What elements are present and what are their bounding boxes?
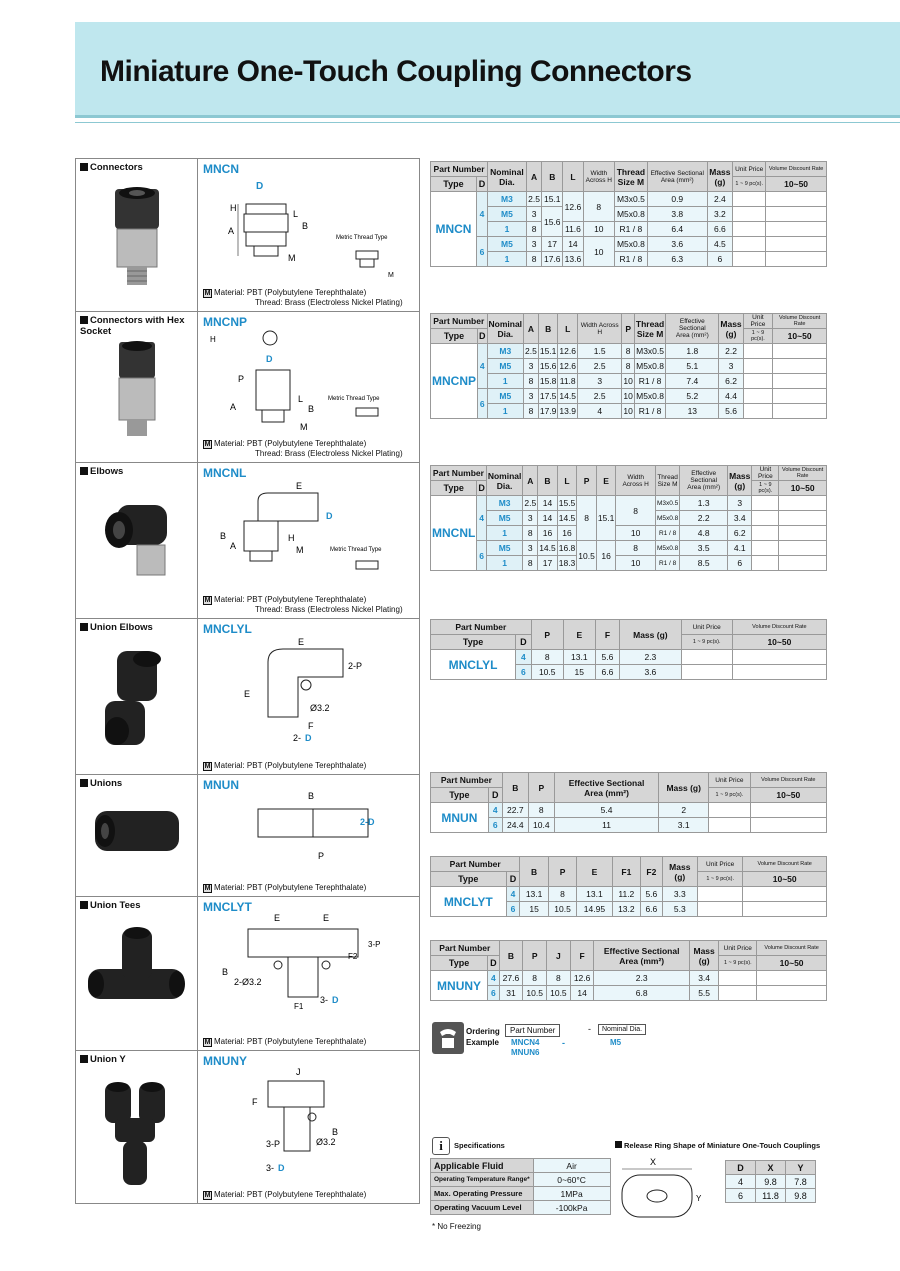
category-label: Connectors with Hex Socket	[80, 315, 185, 337]
svg-text:E: E	[296, 481, 303, 491]
svg-text:E: E	[298, 637, 305, 647]
bullet-square-icon	[615, 1141, 622, 1148]
svg-text:H: H	[288, 533, 295, 543]
ordering-nominal-box: Nominal Dia.	[598, 1024, 646, 1035]
ordering-dash-2: -	[562, 1038, 565, 1048]
svg-text:M: M	[388, 272, 394, 279]
table-mncnp: Part Number Nominal Dia. A B L Width Across H P Thread Size M Effective Sectional Area (mm²) Mass (g) Unit Price Volume Discount Rate Type D 1 ~ 9 pc(s). 10~50 MNCNP 4 M3 2.5 15.1 12.6 1.5 8 M3x0.5 1.8 2.2 M5 3 15.6 12.6 2.5 8 M5x0.8 5.1 3 1 8 15.8 11.8 3 10 R1 / 8 7.4 6.2 6 M5 3 17.5 14.5 2.5 10 M5x0.8 5.2 4.4 1 8 17.9 13.9 4 10 R1 / 8 13 5.6	[430, 313, 827, 419]
svg-text:Ø3.2: Ø3.2	[310, 703, 330, 713]
product-row-union-y	[76, 1051, 419, 1203]
bullet-square-icon	[80, 779, 88, 787]
svg-text:E: E	[323, 913, 330, 923]
model-cell: MNCNL	[431, 496, 477, 571]
material-text: Material: PBT (Polybutylene Terephthalate)	[214, 1037, 367, 1046]
material-mark: M	[204, 441, 211, 448]
svg-text:F1: F1	[294, 1002, 304, 1011]
union-tee-photo	[82, 919, 192, 1029]
svg-text:J: J	[296, 1067, 301, 1077]
svg-text:D: D	[256, 181, 264, 192]
union-tee-drawing	[208, 911, 418, 1021]
svg-text:Metric Thread Type: Metric Thread Type	[336, 235, 388, 241]
category-label: Elbows	[90, 466, 124, 477]
ordering-label: Ordering	[466, 1027, 500, 1036]
svg-text:B: B	[332, 1127, 339, 1137]
svg-text:B: B	[308, 791, 315, 801]
svg-text:2-: 2-	[293, 733, 302, 743]
svg-text:2-D: 2-D	[360, 817, 375, 827]
svg-text:A: A	[228, 226, 235, 236]
material-mark: M	[204, 763, 211, 770]
connector-hex-drawing	[208, 330, 418, 440]
svg-text:D: D	[266, 354, 273, 364]
table-mncnl: Part Number Nominal Dia. A B L P E Width Across H Thread Size M Effective Sectional Area (mm²) Mass (g) Unit Price Volume Discount Rate Type D 1 ~ 9 pc(s). 10~50 MNCNL 4 M3 2.5 14 15.5 8 15.1 8 M3x0.5 1.3 3 M5 3 14 14.5 M5x0.8 2.2 3.4 1 8 16 16 10 R1 / 8 4.8 6.2 6 M5 3 14.5 16.8 10.5 16 8 M5x0.8 3.5 4.1 1 8 17 18.3 10 R1 / 8 8.5 6	[430, 465, 827, 571]
table-mnclyl: Part Number P E F Mass (g) Unit Price Volume Discount Rate Type D 1 ~ 9 pc(s). 10~50 MNCLYL 4 8 13.1 5.6 2.3 6 10.5 15 6.6 3.6	[430, 619, 827, 680]
svg-text:D: D	[278, 1163, 285, 1173]
category-label: Connectors	[90, 162, 143, 173]
ordering-example-dia: M5	[610, 1038, 622, 1047]
category-label: Union Tees	[90, 900, 141, 911]
thread-text: Thread: Brass (Electroless Nickel Plating)	[255, 298, 403, 307]
table-mnuny: Part Number B P J F Effective Sectional Area (mm²) Mass (g) Unit Price Volume Discount Rate Type D 1 ~ 9 pc(s). 10~50 MNUNY 4 27.6 8 8 12.6 2.3 3.4 6 31 10.5 10.5 14 6.8 5.5	[430, 940, 827, 1001]
product-list	[75, 158, 420, 1204]
elbow-drawing	[208, 481, 418, 591]
svg-text:E: E	[274, 913, 281, 923]
ordering-example-1: MNCN4	[511, 1038, 540, 1047]
material-mark: M	[204, 597, 211, 604]
svg-text:M: M	[300, 422, 308, 432]
model-cell: MNCN	[431, 192, 477, 267]
material-mark: M	[204, 290, 211, 297]
bullet-square-icon	[80, 901, 88, 909]
svg-text:H: H	[230, 203, 237, 213]
ordering-example-2: MNUN6	[511, 1048, 540, 1057]
connector-photo	[107, 181, 167, 291]
model-cell: MNCLYL	[431, 650, 516, 680]
table-mnclyt: Part Number B P E F1 F2 Mass (g) Unit Price Volume Discount Rate Type D 1 ~ 9 pc(s). 10~50 MNCLYT 4 13.1 8 13.1 11.2 5.6 3.3 6 15 10.5 14.95 13.2 6.6 5.3	[430, 856, 827, 917]
model-name: MNCLYT	[203, 900, 252, 914]
svg-text:3-: 3-	[320, 995, 329, 1005]
union-drawing	[208, 789, 418, 869]
material-mark: M	[204, 1192, 211, 1199]
connector-hex-photo	[107, 334, 167, 444]
union-y-photo	[97, 1073, 177, 1193]
svg-text:A: A	[230, 541, 237, 551]
svg-text:D: D	[332, 995, 339, 1005]
svg-text:3-P: 3-P	[368, 940, 381, 949]
connector-drawing	[208, 179, 418, 279]
svg-text:F2: F2	[348, 952, 358, 961]
svg-text:D: D	[305, 733, 312, 743]
svg-text:F: F	[252, 1097, 258, 1107]
svg-text:A: A	[230, 402, 237, 412]
ordering-dash: -	[588, 1024, 591, 1034]
material-mark: M	[204, 885, 211, 892]
svg-text:F: F	[308, 721, 314, 731]
material-mark: M	[204, 1039, 211, 1046]
phone-icon	[432, 1022, 464, 1054]
elbow-photo	[97, 485, 177, 595]
svg-text:D: D	[326, 511, 333, 521]
product-row-union-elbows	[76, 619, 419, 775]
material-text: Material: PBT (Polybutylene Terephthalate)	[214, 439, 367, 448]
union-photo	[87, 797, 187, 867]
bullet-square-icon	[80, 467, 88, 475]
union-elbow-drawing	[208, 637, 418, 747]
bullet-square-icon	[80, 163, 88, 171]
svg-text:P: P	[318, 851, 325, 861]
thread-text: Thread: Brass (Electroless Nickel Plating)	[255, 605, 403, 614]
svg-text:Ø3.2: Ø3.2	[316, 1137, 336, 1147]
material-text: Material: PBT (Polybutylene Terephthalate)	[214, 761, 367, 770]
svg-text:Metric Thread Type: Metric Thread Type	[328, 396, 380, 402]
specifications-title: Specifications	[454, 1141, 505, 1150]
release-ring-table: D X Y 4 9.8 7.8 6 11.8 9.8	[725, 1160, 816, 1203]
model-name: MNCNL	[203, 466, 247, 480]
page-title: Miniature One-Touch Coupling Connectors	[100, 55, 692, 88]
model-cell: MNCLYT	[431, 887, 507, 917]
category-label: Union Y	[90, 1054, 126, 1065]
model-name: MNCNP	[203, 315, 247, 329]
product-row-unions	[76, 775, 419, 897]
material-text: Material: PBT (Polybutylene Terephthalate)	[214, 1190, 367, 1199]
info-icon: i	[432, 1137, 450, 1155]
thread-text: Thread: Brass (Electroless Nickel Plating)	[255, 449, 403, 458]
table-mnun: Part Number B P Effective Sectional Area (mm²) Mass (g) Unit Price Volume Discount Rate Type D 1 ~ 9 pc(s). 10~50 MNUN 4 22.7 8 5.4 2 6 24.4 10.4 11 3.1	[430, 772, 827, 833]
svg-text:M: M	[296, 545, 304, 555]
svg-text:P: P	[238, 374, 245, 384]
svg-text:H: H	[210, 335, 216, 344]
material-text: Material: PBT (Polybutylene Terephthalate)	[214, 883, 367, 892]
ordering-part-number-box: Part Number	[505, 1024, 560, 1037]
svg-text:L: L	[298, 394, 304, 404]
svg-text:B: B	[302, 221, 309, 231]
svg-text:2-Ø3.2: 2-Ø3.2	[234, 977, 262, 987]
specifications-note: * No Freezing	[432, 1222, 481, 1231]
table-mncn: Part Number Nominal Dia. A B L Width Across H Thread Size M Effective Sectional Area (mm²) Mass (g) Unit Price Volume Discount Rate Type D 1 ~ 9 pc(s). 10~50 MNCN 4 M3 2.5 15.1 12.6 8 M3x0.5 0.9 2.4 M5 3 15.6 M5x0.8 3.8 3.2 1 8 11.6 10 R1 / 8 6.4 6.6 6 M5 3 17 14 10 M5x0.8 3.6 4.5 1 8 17.6 13.6 R1 / 8 6.3 6	[430, 161, 827, 267]
product-row-union-tees	[76, 897, 419, 1051]
svg-text:3-: 3-	[266, 1163, 275, 1173]
union-elbow-photo	[97, 641, 177, 761]
model-cell: MNUNY	[431, 971, 488, 1001]
material-text: Material: PBT (Polybutylene Terephthalate)	[214, 595, 367, 604]
product-row-elbows	[76, 463, 419, 619]
svg-text:Metric Thread Type: Metric Thread Type	[330, 547, 382, 553]
model-name: MNCLYL	[203, 622, 252, 636]
category-label: Union Elbows	[90, 622, 153, 633]
release-ring-drawing	[612, 1155, 702, 1225]
bullet-square-icon	[80, 1055, 88, 1063]
part-number-header: Part Number	[431, 162, 488, 177]
ring-x-label: X	[650, 1157, 657, 1167]
svg-text:B: B	[222, 967, 229, 977]
model-name: MNUNY	[203, 1054, 247, 1068]
bullet-square-icon	[80, 623, 88, 631]
model-name: MNUN	[203, 778, 239, 792]
svg-text:E: E	[244, 689, 251, 699]
product-row-connectors	[76, 159, 419, 312]
svg-text:2-P: 2-P	[348, 661, 363, 671]
category-label: Unions	[90, 778, 123, 789]
specifications-table: Applicable Fluid Air Operating Temperature Range* 0~60°C Max. Operating Pressure 1MPa Operating Vacuum Level -100kPa	[430, 1158, 611, 1215]
union-y-drawing	[208, 1065, 418, 1180]
svg-text:B: B	[220, 531, 227, 541]
svg-text:3-P: 3-P	[266, 1139, 281, 1149]
model-cell: MNCNP	[431, 344, 478, 419]
product-row-hex-socket	[76, 312, 419, 463]
example-label: Example	[466, 1038, 499, 1047]
svg-text:L: L	[293, 209, 299, 219]
material-text: Material: PBT (Polybutylene Terephthalate)	[214, 288, 367, 297]
model-cell: MNUN	[431, 803, 489, 833]
svg-text:M: M	[288, 253, 296, 263]
model-name: MNCN	[203, 162, 239, 176]
bullet-square-icon	[80, 316, 88, 324]
svg-text:B: B	[308, 404, 315, 414]
release-ring-title: Release Ring Shape of Miniature One-Touch Couplings	[624, 1141, 821, 1150]
ring-y-label: Y	[696, 1194, 702, 1203]
